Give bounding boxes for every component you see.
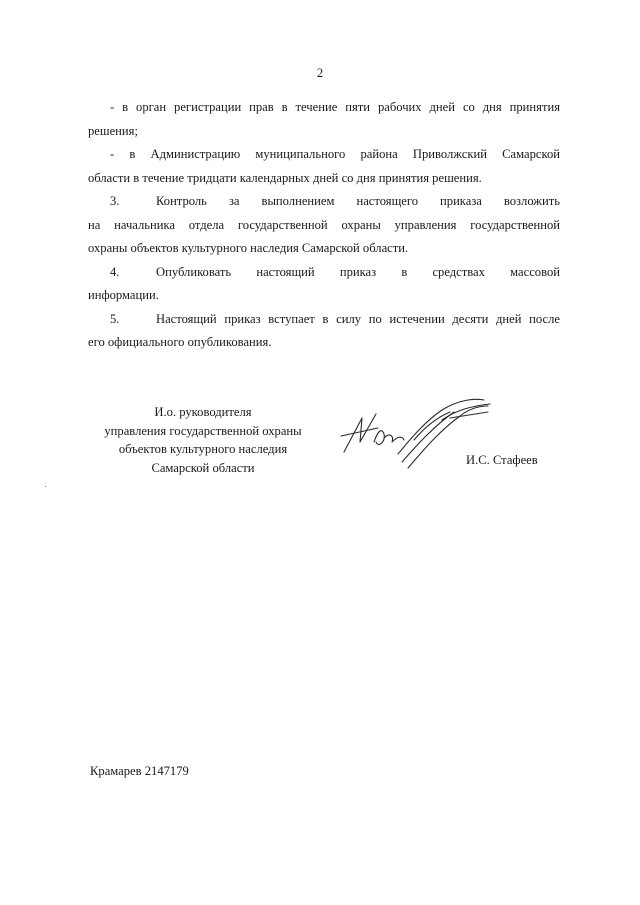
position-line-3: объектов культурного наследия [118, 442, 288, 456]
paragraph-1-line-1: - в орган регистрации прав в течение пяти рабочих дней со дня принятия [110, 100, 560, 114]
document-body [88, 96, 560, 355]
paragraph-5 [88, 308, 560, 355]
paragraph-1-line-2: решения; [88, 123, 138, 138]
position-line-4: Самарской области [151, 460, 255, 475]
paragraph-5-number: 5. [110, 311, 120, 326]
paragraph-5-line-1-text: Настоящий приказ вступает в силу по истечении десяти дней после [156, 311, 560, 326]
paragraph-4 [88, 261, 560, 308]
paragraph-2 [88, 143, 560, 190]
paragraph-2-line-1: - в Администрацию муниципального района Приволжский Самарской [110, 147, 560, 161]
paragraph-5-line-2: его официального опубликования. [88, 335, 272, 349]
paragraph-2-line-2: области в течение тридцати календарных дней со дня принятия решения. [88, 170, 482, 185]
executor-footer: Крамарев 2147179 [90, 764, 189, 778]
scan-dot [45, 486, 46, 487]
paragraph-4-line-2: информации. [88, 288, 159, 302]
paragraph-3-line-3: охраны объектов культурного наследия Самарской области. [88, 241, 409, 255]
paragraph-4-number: 4. [110, 264, 120, 279]
paragraph-3-line-1 [88, 190, 560, 214]
paragraph-3-number: 3. [110, 194, 120, 208]
paragraph-3-line-2: на начальника отдела государственной охраны управления государственной [88, 217, 560, 232]
signatory-name: И.С. Стафеев [466, 453, 538, 467]
paragraph-3 [88, 190, 560, 261]
signatory-position [92, 403, 314, 477]
paragraph-4-line-1 [88, 261, 560, 285]
position-line-1: И.о. руководителя [154, 405, 252, 419]
paragraph-1 [88, 96, 560, 143]
paragraph-3-line-1-text: Контроль за выполнением настоящего приказа возложить [156, 194, 560, 208]
paragraph-5-line-1 [88, 308, 560, 332]
position-line-2: управления государственной охраны [104, 423, 302, 438]
paragraph-4-line-1-text: Опубликовать настоящий приказ в средствах массовой [156, 264, 560, 279]
page-number: 2 [316, 66, 324, 80]
